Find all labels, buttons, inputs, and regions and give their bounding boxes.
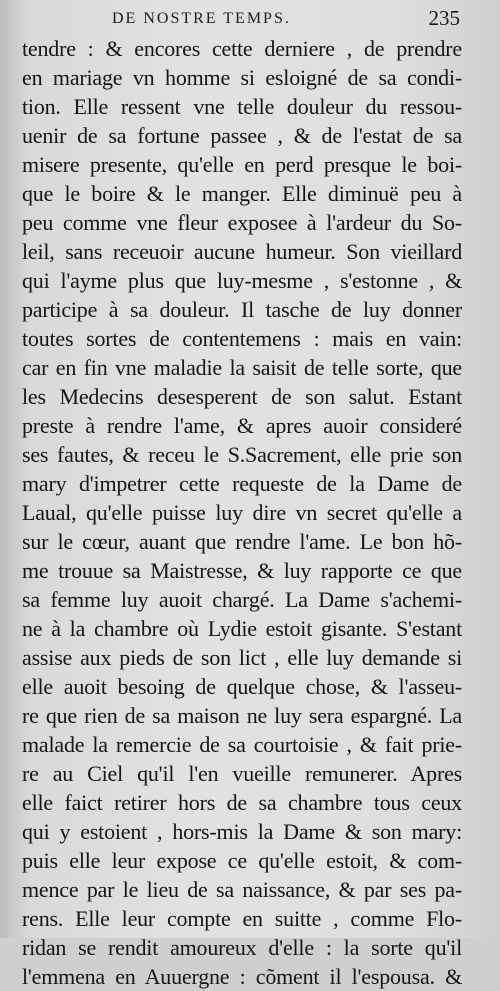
text-line: mary d'impetrer cette requeste de la Dame de xyxy=(22,471,462,496)
text-line: sa femme luy auoit chargé. La Dame s'achemi- xyxy=(22,587,462,612)
text-line: ses fautes, & receu le S.Sacrement, elle prie son xyxy=(22,442,462,467)
text-line: ridan se rendit amoureux d'elle : la sorte qu'il xyxy=(22,935,462,960)
text-line: tendre : & encores cette derniere , de prendre xyxy=(22,36,462,61)
text-line: uenir de sa fortune passee , & de l'estat de sa xyxy=(22,123,462,148)
text-line: re au Ciel qu'il l'en vueille remunerer. Apres xyxy=(22,761,462,786)
text-line: rens. Elle leur compte en suitte , comme Flo- xyxy=(22,906,462,931)
text-line: Laual, qu'elle puisse luy dire vn secret qu'elle a xyxy=(22,500,462,525)
text-line: les Medecins desesperent de son salut. Estant xyxy=(22,384,462,409)
text-line: qui l'ayme plus que luy-mesme , s'estonne , & xyxy=(22,268,462,293)
text-line: assise aux pieds de son lict , elle luy demande si xyxy=(22,645,462,670)
text-line: malade la remercie de sa courtoisie , & fait prie- xyxy=(22,732,462,757)
text-line: en mariage vn homme si esloigné de sa condi- xyxy=(22,65,462,90)
text-line: ne à la chambre où Lydie estoit gisante. S'estant xyxy=(22,616,462,641)
text-line: re que rien de sa maison ne luy sera espargné. La xyxy=(22,703,462,728)
text-line: mence par le lieu de sa naissance, & par ses pa- xyxy=(22,877,462,902)
text-line: elle auoit besoing de quelque chose, & l'asseu- xyxy=(22,674,462,699)
page-number: 235 xyxy=(428,6,460,30)
text-line: car en fin vne maladie la saisit de telle sorte, que xyxy=(22,355,462,380)
text-line: participe à sa douleur. Il tasche de luy donner xyxy=(22,297,462,322)
text-line: leil, sans receuoir aucune humeur. Son vieillard xyxy=(22,239,462,264)
text-line: sur le cœur, auant que rendre l'ame. Le bon hõ- xyxy=(22,529,462,554)
text-line: tion. Elle ressent vne telle douleur du ressou- xyxy=(22,94,462,119)
text-line: toutes sortes de contentemens : mais en vain: xyxy=(22,326,462,351)
text-line: puis elle leur expose ce qu'elle estoit, & com- xyxy=(22,848,462,873)
running-title: DE NOSTRE TEMPS. xyxy=(112,10,291,27)
text-line: elle faict retirer hors de sa chambre tous ceux xyxy=(22,790,462,815)
text-line: preste à rendre l'ame, & apres auoir consideré xyxy=(22,413,462,438)
text-line: que le boire & le manger. Elle diminuë peu à xyxy=(22,181,462,206)
text-line: misere presente, qu'elle en perd presque le boi- xyxy=(22,152,462,177)
running-head xyxy=(0,6,500,34)
text-line: peu comme vne fleur exposee à l'ardeur du So- xyxy=(22,210,462,235)
text-line: me trouue sa Maistresse, & luy rapporte ce que xyxy=(22,558,462,583)
text-line: qui y estoient , hors-mis la Dame & son mary: xyxy=(22,819,462,844)
text-line: l'emmena en Auuergne : cõment il l'espousa. & xyxy=(22,964,462,989)
body-text xyxy=(22,34,462,991)
